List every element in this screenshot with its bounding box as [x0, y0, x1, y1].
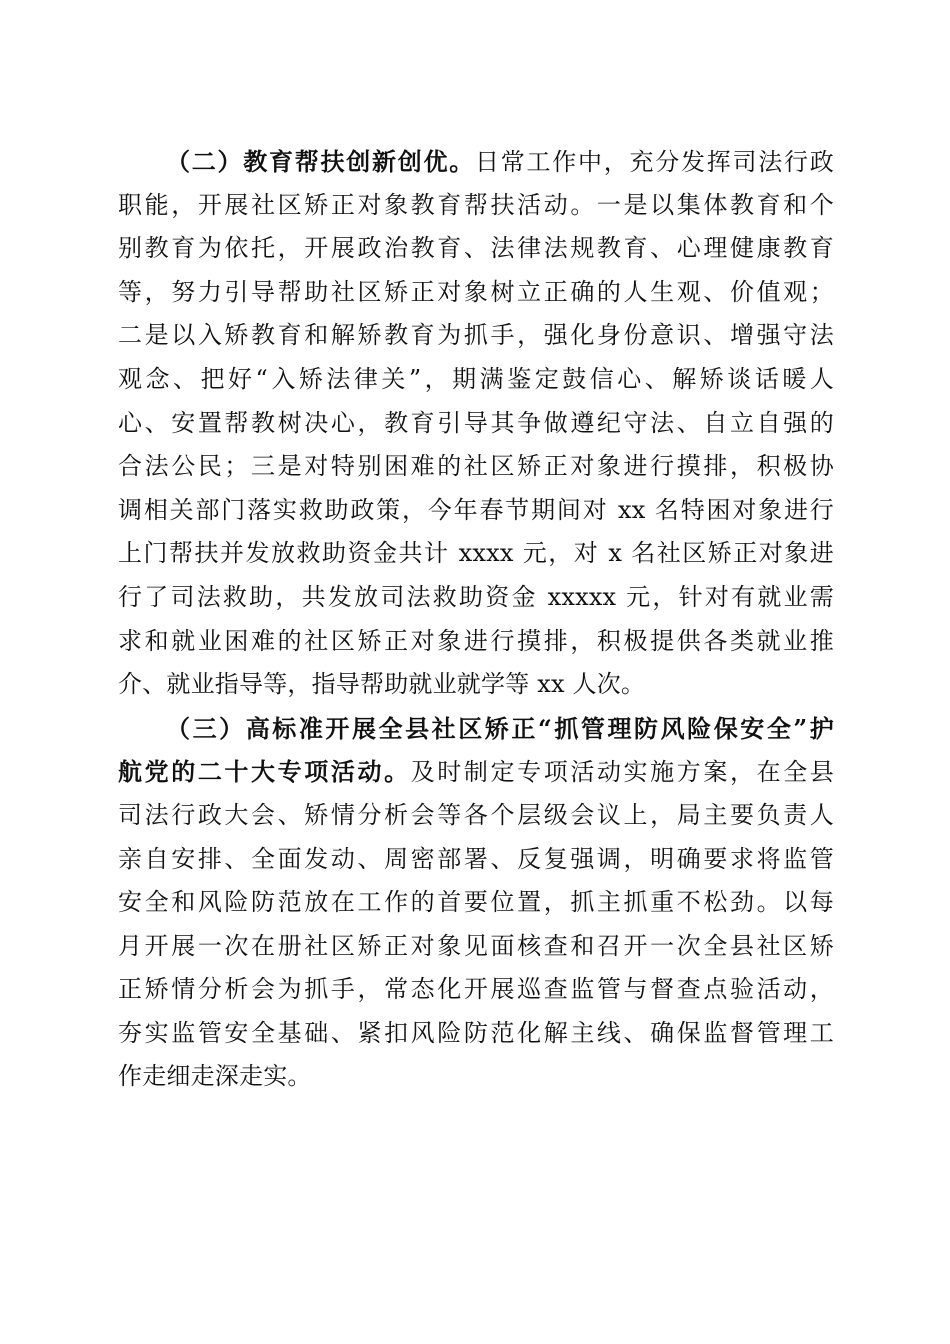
paragraph-line: 职能，开展社区矫正对象教育帮扶活动。一是以集体教育和个 [118, 190, 834, 219]
paragraph-line: 行了司法救助，共发放司法救助资金 xxxxx 元，针对有就业需 [118, 582, 834, 611]
document-body [118, 140, 834, 1099]
paragraph-line: 安全和风险防范放在工作的首要位置，抓主抓重不松劲。以每 [118, 888, 834, 917]
paragraph-heading: （三）高标准开展全县社区矫正“抓管理防风险保安全”护 [166, 713, 834, 743]
paragraph-line: 心、安置帮教树决心，教育引导其争做遵纪守法、自立自强的 [118, 408, 834, 437]
paragraph-line: 月开展一次在册社区矫正对象见面核查和召开一次全县社区矫 [118, 931, 834, 960]
paragraph-line: 亲自安排、全面发动、周密部署、反复强调，明确要求将监管 [118, 844, 834, 873]
paragraph-line: 上门帮扶并发放救助资金共计 xxxx 元，对 x 名社区矫正对象进 [118, 539, 834, 568]
paragraph-line: 正矫情分析会为抓手，常态化开展巡查监管与督查点验活动， [118, 975, 834, 1004]
paragraph-heading-continued: 航党的二十大专项活动。 [118, 757, 411, 787]
paragraph-heading: （二）教育帮扶创新创优。 [166, 147, 476, 176]
paragraph-special-campaign [118, 707, 834, 1099]
paragraph-line [118, 140, 834, 184]
paragraph-line: 别教育为依托，开展政治教育、法律法规教育、心理健康教育 [118, 234, 834, 263]
paragraph-line: 介、就业指导等，指导帮助就业就学等 xx 人次。 [118, 670, 646, 699]
paragraph-line: 合法公民；三是对特别困难的社区矫正对象进行摸排，积极协 [118, 452, 834, 481]
paragraph-text: 日常工作中，充分发挥司法行政 [475, 148, 834, 176]
paragraph-line: 司法行政大会、矫情分析会等各个层级会议上，局主要负责人 [118, 800, 834, 829]
paragraph-line: 观念、把好“入矫法律关”，期满鉴定鼓信心、解矫谈话暖人 [118, 364, 834, 393]
paragraph-education-assistance [118, 140, 834, 707]
paragraph-line: 夯实监管安全基础、紧扣风险防范化解主线、确保监督管理工 [118, 1018, 834, 1047]
paragraph-text: 及时制定专项活动实施方案，在全县 [410, 758, 834, 787]
paragraph-line [118, 750, 834, 794]
paragraph-line: 调相关部门落实救助政策，今年春节期间对 xx 名特困对象进行 [118, 495, 834, 524]
paragraph-line: 二是以入矫教育和解矫教育为抓手，强化身份意识、增强守法 [118, 321, 834, 350]
paragraph-line: 等，努力引导帮助社区矫正对象树立正确的人生观、价值观； [118, 277, 834, 306]
paragraph-line: 求和就业困难的社区矫正对象进行摸排，积极提供各类就业推 [118, 626, 834, 655]
paragraph-line: 作走细走深走实。 [118, 1062, 312, 1091]
